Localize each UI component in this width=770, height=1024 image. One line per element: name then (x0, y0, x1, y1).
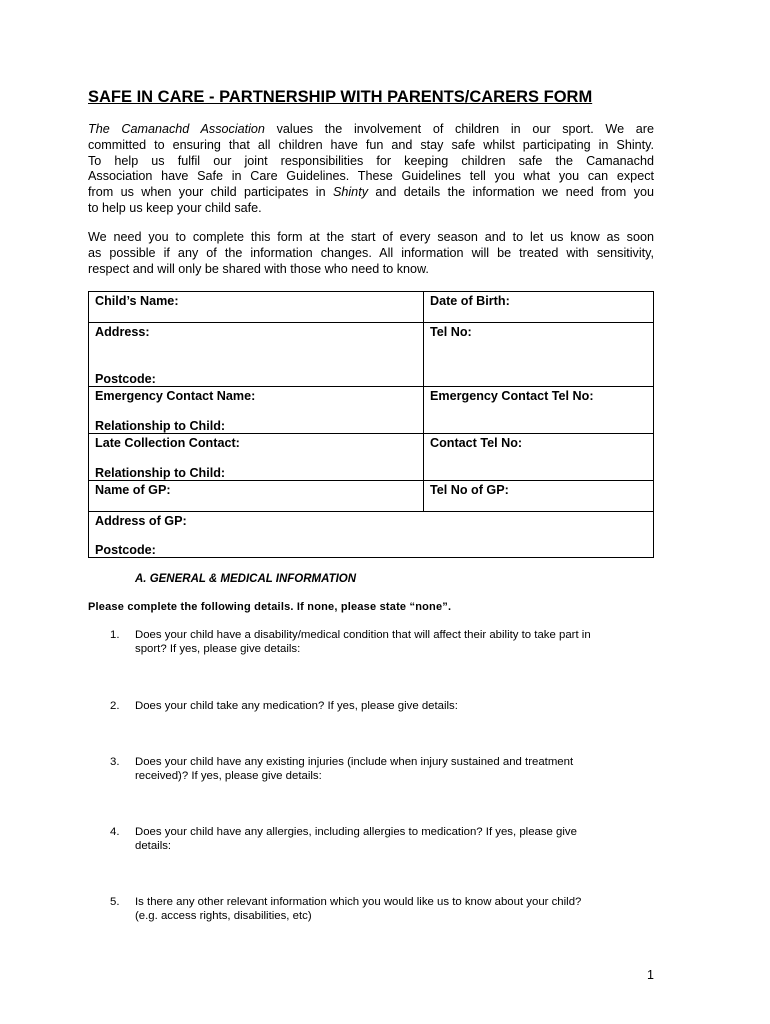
question-text (135, 755, 655, 783)
intro-line-part: Association have Safe in Care Guidelines. These Guidelines tell you what you can expect (88, 169, 654, 184)
tel-no-of-gp-field[interactable] (424, 481, 654, 512)
intro-line (88, 201, 654, 217)
intro-line-part: committed to ensuring that all children have fun and stay safe whilst participating in Shinty. (88, 137, 654, 152)
question-number: 2. (110, 700, 120, 712)
date-of-birth-label: Date of Birth: (430, 294, 510, 308)
question-line: details: (135, 840, 172, 852)
gp-postcode-label: Postcode: (95, 543, 156, 557)
address-of-gp-label: Address of GP: (95, 514, 187, 528)
intro-line (88, 138, 654, 154)
late-collection-contact-label: Late Collection Contact: (95, 436, 240, 450)
question-text (135, 699, 655, 713)
question-number: 5. (110, 896, 120, 908)
question-line: Does your child have a disability/medical condition that will affect their ability to take part in (135, 629, 591, 641)
page-number: 1 (647, 968, 654, 982)
question-text (135, 628, 655, 656)
intro-line (88, 154, 654, 170)
address-of-gp-field[interactable] (89, 512, 654, 558)
emergency-contact-tel-field[interactable] (424, 387, 654, 434)
completion-line: We need you to complete this form at the start of every season and to let us know as soon (88, 230, 654, 244)
date-of-birth-field[interactable] (424, 292, 654, 323)
intro-line (88, 169, 654, 185)
completion-line: as possible if any of the information changes. All information will be treated with sensitivity, (88, 245, 654, 260)
contact-tel-field[interactable] (424, 434, 654, 481)
intro-line-part: values the involvement of children in our sport. We are (264, 122, 654, 136)
question-number: 3. (110, 756, 120, 768)
completion-line: respect and will only be shared with those who need to know. (88, 261, 429, 276)
tel-no-field[interactable] (424, 323, 654, 387)
intro-line-part: to help us keep your child safe. (88, 200, 262, 215)
emergency-contact-field[interactable] (89, 387, 424, 434)
question-line: Does your child have any allergies, including allergies to medication? If yes, please give (135, 826, 577, 838)
postcode-label: Postcode: (95, 372, 156, 386)
question-line: sport? If yes, please give details: (135, 643, 301, 655)
question-number: 1. (110, 629, 120, 641)
completion-paragraph (88, 230, 654, 277)
address-label: Address: (95, 325, 150, 339)
childs-name-label: Child’s Name: (95, 294, 179, 308)
late-collection-contact-field[interactable] (89, 434, 424, 481)
child-details-table (88, 291, 654, 558)
relationship-to-child-label: Relationship to Child: (95, 466, 226, 480)
section-a-heading: A. GENERAL & MEDICAL INFORMATION (135, 573, 357, 585)
intro-line-part: To help us fulfil our joint responsibilities for keeping children safe the Camanachd (88, 153, 654, 168)
contact-tel-label: Contact Tel No: (430, 436, 523, 450)
form-title: SAFE IN CARE - PARTNERSHIP WITH PARENTS/CARERS FORM (88, 88, 593, 106)
intro-line-part: and details the information we need from you (368, 185, 654, 200)
question-text (135, 895, 655, 923)
relationship-to-child-label: Relationship to Child: (95, 419, 226, 433)
emergency-contact-tel-label: Emergency Contact Tel No: (430, 389, 594, 403)
address-field[interactable] (89, 323, 424, 387)
question-line: Does your child have any existing injuries (include when injury sustained and treatment (135, 756, 574, 768)
intro-line (88, 185, 654, 201)
emergency-contact-name-label: Emergency Contact Name: (95, 389, 256, 403)
name-of-gp-label: Name of GP: (95, 483, 171, 497)
intro-paragraph (88, 122, 654, 217)
childs-name-field[interactable] (89, 292, 424, 323)
intro-line-part: The Camanachd Association (88, 122, 265, 136)
intro-line-part: Shinty (332, 185, 368, 200)
tel-no-label: Tel No: (430, 325, 472, 339)
question-line: Does your child take any medication? If yes, please give details: (135, 700, 458, 712)
name-of-gp-field[interactable] (89, 481, 424, 512)
intro-line (88, 122, 654, 138)
intro-line-part: from us when your child participates in (88, 185, 333, 200)
tel-no-of-gp-label: Tel No of GP: (430, 483, 509, 497)
question-number: 4. (110, 826, 120, 838)
question-line: (e.g. access rights, disabilities, etc) (135, 910, 312, 922)
question-line: received)? If yes, please give details: (135, 770, 322, 782)
question-line: Is there any other relevant information which you would like us to know about your child? (135, 896, 582, 908)
section-instructions: Please complete the following details. If none, please state “none”. (88, 601, 452, 613)
question-text (135, 825, 655, 853)
